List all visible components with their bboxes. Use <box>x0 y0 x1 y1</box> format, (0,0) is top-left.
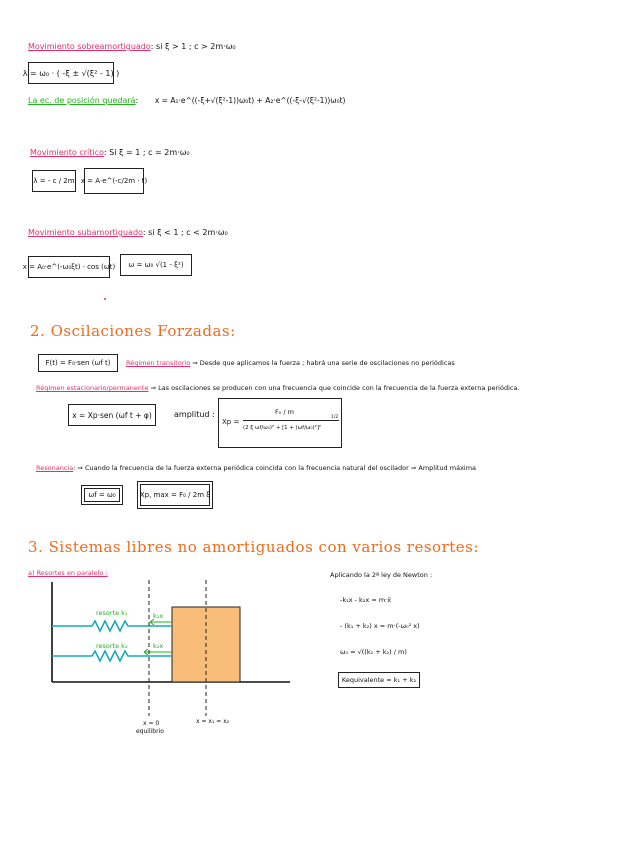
resonance-text: : ⇒ Cuando la frecuencia de la fuerza externa periódica coincida con la frecuencia natural del oscilador ⇒ Amplitud máxima <box>73 464 477 472</box>
spring-1-label: resorte k₁ <box>96 609 128 617</box>
critical-lambda-box <box>32 170 76 192</box>
critical-solution-box <box>80 168 148 194</box>
equilibrium-label: x = 0 <box>143 720 160 727</box>
overdamped-lambda-box <box>22 62 120 84</box>
transit-line <box>126 359 455 367</box>
amplitude-denominator: (2 ξ ωf/ω₀)² + [1 + (ωf/ω₀)²]² <box>243 425 322 431</box>
critical-lambda: λ = - c / 2m <box>33 177 75 185</box>
parallel-subheading: a) Resortes en paralelo : <box>28 569 108 577</box>
newton-step-2: - (k₁ + k₂) x = m·(-ω₀² x) <box>340 622 420 630</box>
newton-step-1: -k₁x - k₂x = m·ẍ <box>340 596 392 604</box>
displacement-label: x = x₁ = x₂ <box>196 718 230 725</box>
resonance-freq-box <box>84 488 120 502</box>
overdamped-title: Movimiento sobreamortiguado <box>28 42 151 51</box>
force-1-label: k₁x <box>153 612 164 620</box>
k-equivalent: Kequivalente = k₁ + k₂ <box>341 676 417 684</box>
force-formula: F(t) = F₀·sen (ωf t) <box>45 359 111 367</box>
transit-label: Régimen transitorio <box>126 359 191 367</box>
stationary-line <box>36 384 520 392</box>
force-box <box>38 354 118 372</box>
resonance-amp-box <box>140 484 210 506</box>
spring-2-label: resorte k₂ <box>96 642 128 650</box>
overdamped-lambda: λ = ω₀ · ( -ξ ± √(ξ² - 1) ) <box>22 68 120 78</box>
stray-dot <box>104 298 106 300</box>
resonance-amp: Xp, max = F₀ / 2m ξ <box>139 491 211 499</box>
stationary-text: ⇒ Las oscilaciones se producen con una frecuencia que coincide con la frecuencia de la fuerza externa periódica. <box>150 384 520 392</box>
amplitude-lhs: Xp = <box>222 418 240 426</box>
springs-heading: 3. Sistemas libres no amortiguados con varios resortes: <box>28 538 479 556</box>
fraction-bar <box>243 420 339 421</box>
xp-formula: x = Xp·sen (ωf t + φ) <box>72 410 152 420</box>
force-2-label: k₂x <box>153 642 164 650</box>
amplitude-box <box>218 398 342 448</box>
critical-solution: x = A·e^(-c/2m · t) <box>80 177 148 185</box>
forced-heading: 2. Oscilaciones Forzadas: <box>30 322 236 340</box>
resonance-freq: ωf = ω₀ <box>88 491 116 499</box>
overdamped-condition: : si ξ > 1 ; c > 2m·ω₀ <box>150 42 236 51</box>
position-eq-label: La ec. de posición quedará <box>28 96 136 105</box>
k-equivalent-box <box>338 672 420 688</box>
stationary-label: Régimen estacionario/permanente <box>36 384 149 392</box>
newton-title: Aplicando la 2ª ley de Newton : <box>330 571 433 579</box>
overdamped-solution: x = A₁·e^((-ξ+√(ξ²-1))ω₀t) + A₂·e^((-ξ-√(ξ²-1))ω₀t) <box>154 96 346 105</box>
resonance-label: Resonancia <box>36 464 74 472</box>
underdamped-line <box>28 228 228 237</box>
critical-condition: : Si ξ = 1 ; c = 2m·ω₀ <box>103 148 190 157</box>
xp-box <box>68 404 156 426</box>
underdamped-omega: ω = ω₀ √(1 - ξ²) <box>128 261 184 269</box>
underdamped-title: Movimiento subamortiguado <box>28 228 143 237</box>
underdamped-condition: : si ξ < 1 ; c < 2m·ω₀ <box>142 228 228 237</box>
newton-step-3: ω₀ = √((k₁ + k₂) / m) <box>340 648 407 656</box>
amplitude-exponent: 1/2 <box>331 415 339 420</box>
overdamped-solution-line: La ec. de posición quedará: x = A₁·e^((-ξ+√(ξ²-1))ω₀t) + A₂·e^((-ξ-√(ξ²-1))ω₀t) <box>28 96 346 105</box>
underdamped-solution: x = A₀·e^(-ω₀ξt) · cos (ωt) <box>22 263 116 271</box>
overdamped-line <box>28 42 236 51</box>
underdamped-solution-box <box>22 256 116 278</box>
amplitude-label: amplitud : <box>174 410 215 419</box>
critical-line <box>30 148 190 157</box>
amplitude-numerator: F₀ / m <box>275 408 294 416</box>
equilibrium-sublabel: equilibrio <box>136 728 164 735</box>
underdamped-omega-box <box>120 254 192 276</box>
critical-title: Movimiento crítico <box>30 148 104 157</box>
parallel-springs-diagram <box>40 576 300 746</box>
transit-text: ⇒ Desde que aplicamos la fuerza ; habrá una serie de oscilaciones no periódicas <box>192 359 455 367</box>
resonance-line <box>36 464 476 472</box>
